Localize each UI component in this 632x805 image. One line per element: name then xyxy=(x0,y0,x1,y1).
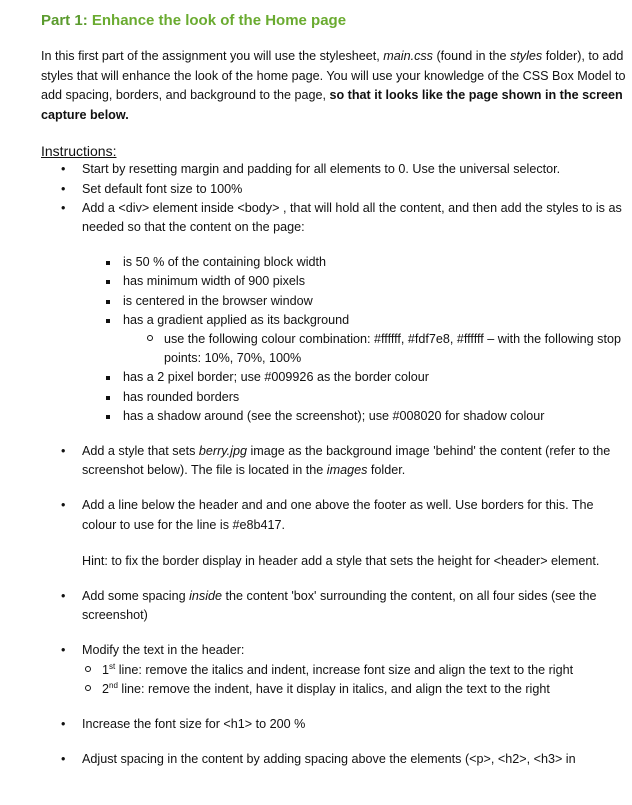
sub-list-item: has a shadow around (see the screenshot); use #008020 for shadow colour xyxy=(82,407,627,426)
sub-list-item: is 50 % of the containing block width xyxy=(82,253,627,272)
folder-name-styles: styles xyxy=(510,49,543,63)
intro-paragraph: In this first part of the assignment you will use the stylesheet, main.css (found in the styles folder), to add styles that will enhance the look of the home page. You will use your knowledge of the CSS Box Model to add spacing, borders, and background to the page, so that it looks like the page shown in the screen capture below. xyxy=(41,49,626,122)
sub-list-item: has rounded borders xyxy=(82,388,627,407)
part-title: Enhance the look of the Home page xyxy=(91,12,347,29)
sub-list-item: 2nd line: remove the indent, have it display in italics, and align the text to the right xyxy=(82,680,627,699)
div-styles-sublist xyxy=(82,253,627,426)
file-name-berry-jpg: berry.jpg xyxy=(198,444,247,459)
intro-bold-text: so that it looks like the page shown in the screen capture below. xyxy=(41,88,623,122)
list-item: • Start by resetting margin and padding for all elements to 0. Use the universal selector. xyxy=(41,160,627,179)
gradient-sublist xyxy=(123,330,627,368)
sub-list-item: has a gradient applied as its background use the following colour combination: #ffffff, #fdf7e8, #ffffff – with the following stop points: 10%, 70%, 100% xyxy=(82,311,627,369)
instructions-heading: Instructions: xyxy=(41,143,117,160)
sub-list-item: 1st line: remove the italics and indent, increase font size and align the text to the right xyxy=(82,661,627,680)
part-heading xyxy=(41,10,627,32)
folder-name-images: images xyxy=(326,463,368,478)
list-item: • Adjust spacing in the content by adding spacing above the elements (<p>, <h2>, <h3> in xyxy=(41,750,627,769)
sub-sub-list-item: use the following colour combination: #ffffff, #fdf7e8, #ffffff – with the following stop points: 10%, 70%, 100% xyxy=(123,330,627,368)
list-item: • Add a style that sets berry.jpg image as the background image 'behind' the content (refer to the screenshot below). The file is located in the images folder. xyxy=(41,442,627,480)
part-label: Part 1: xyxy=(41,12,88,29)
sub-list-item: has a 2 pixel border; use #009926 as the border colour xyxy=(82,368,627,387)
assignment-document xyxy=(41,10,627,769)
list-item: • Add a <div> element inside <body> , that will hold all the content, and then add the styles to is as needed so that the content on the page: is 50 % of the containing block width has minimum width of 900 pixels is centered in the browser window has a gradient applied as its background use the following colour combination: #ffffff, #fdf7e8, #ffffff – with the following stop points: 10%, 70%, 100% has a 2 pixel border; use #009926 as the border colour has rounded borders has a shadow around (see the screenshot); use #008020 for shadow colour xyxy=(41,199,627,426)
hint-text: Hint: to fix the border display in header add a style that sets the height for <header> element. xyxy=(82,553,600,568)
list-item: • Increase the font size for <h1> to 200 % xyxy=(41,715,627,734)
header-text-sublist xyxy=(82,661,627,699)
list-item: • Add some spacing inside the content 'box' surrounding the content, on all four sides (see the screenshot) xyxy=(41,587,627,625)
list-item: • Add a line below the header and and one above the footer as well. Use borders for this. The colour to use for the line is #e8b417. Hint: to fix the border display in header add a style that sets the height for <header> element. xyxy=(41,496,627,571)
instructions-list xyxy=(41,160,627,769)
file-name-main-css: main.css xyxy=(383,49,433,63)
sub-list-item: is centered in the browser window xyxy=(82,292,627,311)
sub-list-item: has minimum width of 900 pixels xyxy=(82,272,627,291)
list-item: • Set default font size to 100% xyxy=(41,180,627,199)
list-item: • Modify the text in the header: 1st line: remove the italics and indent, increase font size and align the text to the right 2nd line: remove the indent, have it display in italics, and align the text to the right xyxy=(41,641,627,699)
